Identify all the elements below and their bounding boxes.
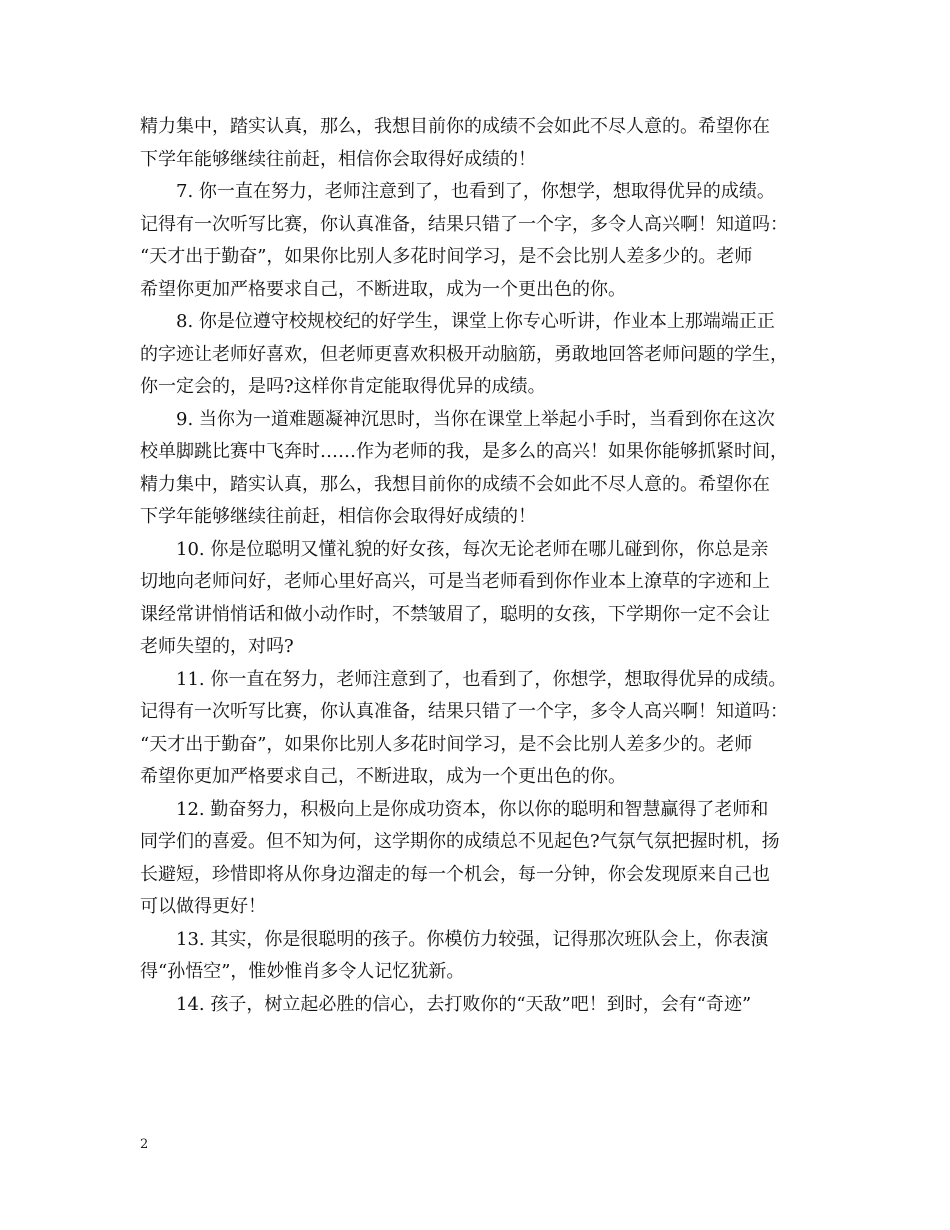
text-line: 下学年能够继续往前赶，相信你会取得好成绩的！ — [140, 506, 536, 527]
text-line: “天才出于勤奋”，如果你比别人多花时间学习，是不会比别人差多少的。老师 — [140, 246, 753, 267]
body-text — [140, 111, 820, 1021]
text-line: 记得有一次听写比赛，你认真准备，结果只错了一个字，多令人高兴啊！知道吗： — [140, 701, 788, 722]
text-line: 精力集中，踏实认真，那么，我想目前你的成绩不会如此不尽人意的。希望你在 — [140, 116, 770, 137]
text-line: 13. 其实，你是很聪明的孩子。你模仿力较强，记得那次班队会上，你表演 — [140, 928, 769, 950]
text-line: 校单脚跳比赛中飞奔时……作为老师的我，是多么的高兴！如果你能够抓紧时间， — [140, 441, 788, 462]
text-line: 11. 你一直在努力，老师注意到了，也看到了，你想学，想取得优异的成绩。 — [140, 668, 787, 690]
page-number: 2 — [140, 1137, 149, 1152]
paragraph — [140, 664, 820, 794]
text-line: 你一定会的，是吗?这样你肯定能取得优异的成绩。 — [140, 376, 546, 397]
paragraph — [140, 989, 820, 1022]
text-line: 希望你更加严格要求自己，不断进取，成为一个更出色的你。 — [140, 766, 626, 787]
text-line: 切地向老师问好，老师心里好高兴，可是当老师看到你作业本上潦草的字迹和上 — [140, 571, 770, 592]
text-line: 9. 当你为一道难题凝神沉思时，当你在课堂上举起小手时，当看到你在这次 — [140, 408, 775, 430]
text-line: 7. 你一直在努力，老师注意到了，也看到了，你想学，想取得优异的成绩。 — [140, 181, 775, 202]
text-line: 的字迹让老师好喜欢，但老师更喜欢积极开动脑筋，勇敢地回答老师问题的学生， — [140, 343, 788, 365]
text-line: 14. 孩子，树立起必胜的信心，去打败你的“天敌”吧！到时，会有“奇迹” — [140, 993, 752, 1015]
paragraph — [140, 794, 820, 924]
text-line: 老师失望的，对吗? — [140, 636, 294, 657]
text-line: 同学们的喜爱。但不知为何，这学期你的成绩总不见起色?气氛气氛把握时机，扬 — [140, 831, 780, 852]
text-line: 10. 你是位聪明又懂礼貌的好女孩，每次无论老师在哪儿碰到你，你总是亲 — [140, 538, 769, 560]
text-line: 可以做得更好！ — [140, 896, 266, 917]
text-line: 希望你更加严格要求自己，不断进取，成为一个更出色的你。 — [140, 278, 626, 300]
paragraph — [140, 111, 820, 176]
text-line: 精力集中，踏实认真，那么，我想目前你的成绩不会如此不尽人意的。希望你在 — [140, 473, 770, 495]
text-line: “天才出于勤奋”，如果你比别人多花时间学习，是不会比别人差多少的。老师 — [140, 733, 753, 755]
text-line: 课经常讲悄悄话和做小动作时，不禁皱眉了，聪明的女孩，下学期你一定不会让 — [140, 603, 770, 625]
text-line: 下学年能够继续往前赶，相信你会取得好成绩的！ — [140, 148, 536, 170]
paragraph — [140, 306, 820, 404]
text-line: 得“孙悟空”，惟妙惟肖多令人记忆犹新。 — [140, 961, 465, 982]
text-line: 长避短，珍惜即将从你身边溜走的每一个机会，每一分钟，你会发现原来自己也 — [140, 863, 770, 885]
paragraph — [140, 404, 820, 534]
paragraph — [140, 924, 820, 989]
paragraph — [140, 534, 820, 664]
text-line: 12. 勤奋努力，积极向上是你成功资本，你以你的聪明和智慧赢得了老师和 — [140, 798, 769, 820]
text-line: 8. 你是位遵守校规校纪的好学生，课堂上你专心听讲，作业本上那端端正正 — [140, 311, 775, 332]
paragraph — [140, 176, 820, 306]
text-line: 记得有一次听写比赛，你认真准备，结果只错了一个字，多令人高兴啊！知道吗： — [140, 213, 788, 235]
